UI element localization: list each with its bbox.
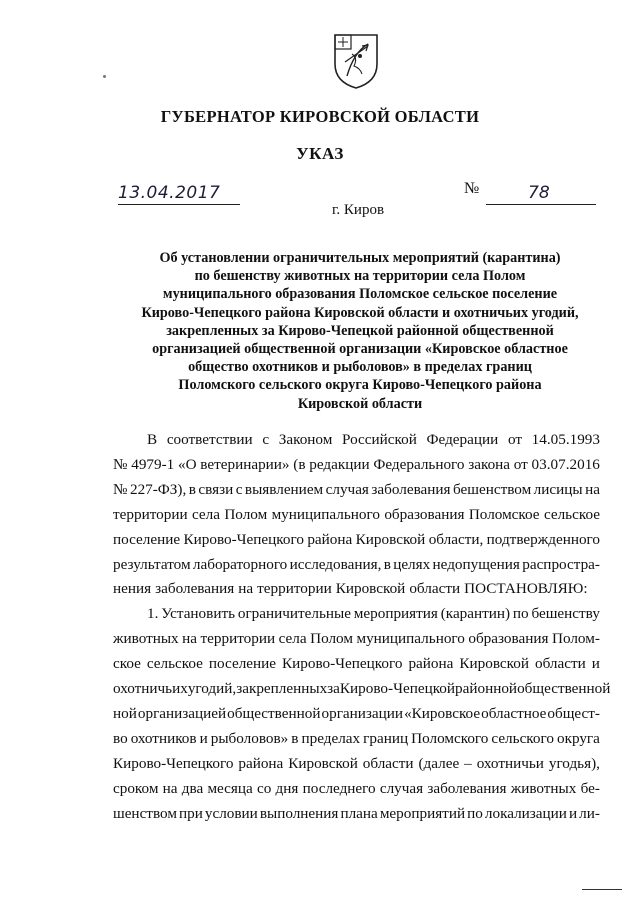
word: территории [200, 630, 276, 648]
word: общественной [227, 704, 321, 722]
text-line [113, 652, 600, 677]
word: выявлением [244, 480, 324, 498]
word: бешенством [453, 480, 532, 498]
word: области [409, 580, 461, 598]
text-line [113, 677, 611, 702]
word: 03.07.2016 [531, 455, 600, 473]
word: 14.05.1993 [531, 431, 600, 448]
word: случая [379, 779, 424, 797]
word: выполнения [259, 804, 339, 822]
word: заболевания [427, 779, 507, 797]
word: случая [325, 480, 369, 498]
text-line [113, 627, 600, 652]
document-type: УКАЗ [296, 144, 344, 163]
word: распростра- [522, 555, 600, 573]
word: условии [204, 804, 258, 822]
word: в [188, 480, 196, 498]
word: 227-ФЗ), [129, 480, 187, 498]
word: организации [321, 704, 404, 722]
title-line: общество охотников и рыболовов» в пределах границ [188, 359, 532, 376]
word: на [182, 630, 198, 648]
word: шенством [113, 804, 177, 822]
text-line [113, 553, 600, 578]
text-line [113, 777, 600, 802]
title-line: закрепленных за Кирово-Чепецкой районной общественной [166, 322, 554, 339]
word: округа [556, 729, 600, 747]
word: 1. [147, 605, 159, 623]
word: с [262, 431, 270, 448]
text-line [113, 453, 600, 478]
word: дня [275, 779, 299, 797]
word: нения [113, 580, 152, 598]
title-line: муниципального образования Поломское сельское поселение [162, 286, 558, 303]
word: и [199, 729, 208, 747]
number-value: 78 [528, 183, 550, 203]
word: территории [113, 505, 188, 523]
word: угодий, [187, 680, 237, 698]
word: исследования, [289, 555, 382, 573]
word: во [113, 729, 128, 747]
word: на [162, 779, 178, 797]
word: закрепленных [236, 680, 328, 698]
word: поселение [208, 655, 277, 673]
word: в [383, 555, 391, 573]
word: бешенству [531, 605, 600, 623]
city: г. Киров [331, 202, 385, 218]
word: при [178, 804, 203, 822]
word: (далее [418, 754, 460, 772]
word: сельское [543, 505, 600, 523]
word: охотничьих [113, 680, 188, 698]
word: охотников [130, 729, 197, 747]
word: Поломское [468, 505, 540, 523]
word: плана [340, 804, 378, 822]
word: образования [384, 505, 465, 523]
word: № [113, 455, 128, 473]
word: сельское [146, 655, 203, 673]
decree-title [100, 249, 620, 413]
scan-speck [103, 75, 106, 78]
word: сельского [491, 729, 554, 747]
word: по [512, 605, 529, 623]
word: по [467, 804, 483, 822]
word: Кировской [288, 754, 358, 772]
word: Установить [161, 605, 236, 623]
date-value: 13.04.2017 [118, 183, 221, 203]
word: районной [455, 680, 518, 698]
title-line: по бешенству животных на территории села Полом [194, 268, 526, 285]
word: и [568, 804, 578, 822]
word: ли- [579, 804, 600, 822]
word: поселение [113, 530, 181, 548]
word: Полом [224, 505, 268, 523]
coat-of-arms-icon [332, 32, 380, 90]
word: лисицы [533, 480, 583, 498]
title-line: Кирово-Чепецкого района Кировской области и охотничьих угодий, [141, 304, 579, 321]
word: на [585, 480, 600, 498]
word: Федерации [426, 431, 499, 448]
word: села [278, 630, 307, 648]
word: Законом [278, 431, 333, 448]
word: района [238, 754, 284, 772]
word: областное [481, 704, 547, 722]
word: результатом [113, 555, 191, 573]
word: «О [178, 455, 197, 473]
text-line [113, 577, 600, 602]
word: области, [428, 530, 484, 548]
text-line [113, 528, 600, 553]
word: животных [113, 630, 179, 648]
word: пределах [301, 729, 361, 747]
word: на [238, 580, 254, 598]
word: Кирово-Чепецкого [282, 655, 403, 673]
word: мероприятия [353, 605, 438, 623]
word: ПОСТАНОВЛЯЮ: [464, 580, 588, 598]
word: Кирово-Чепецкого [113, 754, 234, 772]
word: Полом [310, 630, 353, 648]
word: (в [293, 455, 306, 473]
word: бе- [580, 779, 600, 797]
word: 4979-1 [131, 455, 175, 473]
word: области [534, 655, 586, 673]
word: связи [198, 480, 234, 498]
word: целях [393, 555, 431, 573]
word: Поломского [411, 729, 489, 747]
word: Российской [342, 431, 417, 448]
issuer-heading: ГУБЕРНАТОР КИРОВСКОЙ ОБЛАСТИ [160, 107, 480, 126]
word: Кировской [459, 655, 529, 673]
word: со [256, 779, 272, 797]
text-line [113, 478, 600, 503]
word: Кировской [355, 530, 426, 548]
word: района [307, 530, 353, 548]
word: ветеринарии» [200, 455, 290, 473]
word: организацией [137, 704, 227, 722]
word: (карантин) [440, 605, 511, 623]
word: два [181, 779, 204, 797]
word: соответствии [166, 431, 253, 448]
text-line [113, 752, 600, 777]
word: образования [468, 630, 549, 648]
word: от [513, 455, 528, 473]
word: общест- [547, 704, 600, 722]
word: границ [363, 729, 409, 747]
footer-rule [582, 889, 622, 890]
word: территории [257, 580, 332, 598]
word: ограничительные [237, 605, 351, 623]
word: рыболовов» [210, 729, 289, 747]
word: редакции [309, 455, 370, 473]
word: ское [113, 655, 141, 673]
word: муниципального [271, 505, 380, 523]
word: за [327, 680, 340, 698]
text-line [113, 802, 600, 827]
word: и [591, 655, 600, 673]
word: № [113, 480, 128, 498]
title-line: Поломского сельского округа Кирово-Чепецкого района [178, 377, 542, 394]
word: заболевания [155, 580, 235, 598]
word: Кировской [335, 580, 406, 598]
title-line: Кировской области [297, 395, 423, 412]
word: мероприятий [379, 804, 466, 822]
word: сроком [113, 779, 159, 797]
word: общественной [517, 680, 611, 698]
word: в [291, 729, 299, 747]
word: с [235, 480, 243, 498]
word: животных [510, 779, 577, 797]
word: «Кировское [404, 704, 481, 722]
word: закона [468, 455, 511, 473]
word: заболевания [371, 480, 451, 498]
word: – [464, 754, 472, 772]
word: Федерального [373, 455, 465, 473]
word: недопущения [432, 555, 520, 573]
word: Кирово-Чепецкой [339, 680, 456, 698]
word: лабораторного [192, 555, 288, 573]
word: района [408, 655, 454, 673]
word: от [507, 431, 522, 448]
word: села [191, 505, 220, 523]
text-line [113, 602, 600, 627]
text-line [113, 727, 600, 752]
word: Кирово-Чепецкого [183, 530, 304, 548]
word: месяца [207, 779, 253, 797]
word: подтвержденного [486, 530, 600, 548]
word: ной [113, 704, 137, 722]
word: муниципального [356, 630, 465, 648]
word: локализации [484, 804, 567, 822]
decree-body [113, 428, 611, 827]
text-line [113, 702, 600, 727]
word: Полом- [551, 630, 600, 648]
title-line: организацией общественной организации «Кировское областное [152, 341, 568, 358]
title-line: Об установлении ограничительных мероприятий (карантина) [159, 250, 561, 266]
word: последнего [302, 779, 376, 797]
word: охотничьи [476, 754, 544, 772]
word: области [362, 754, 414, 772]
number-label: № [464, 180, 480, 197]
word: В [147, 431, 158, 448]
word: угодья), [548, 754, 600, 772]
text-line [113, 503, 600, 528]
text-line [113, 428, 600, 453]
